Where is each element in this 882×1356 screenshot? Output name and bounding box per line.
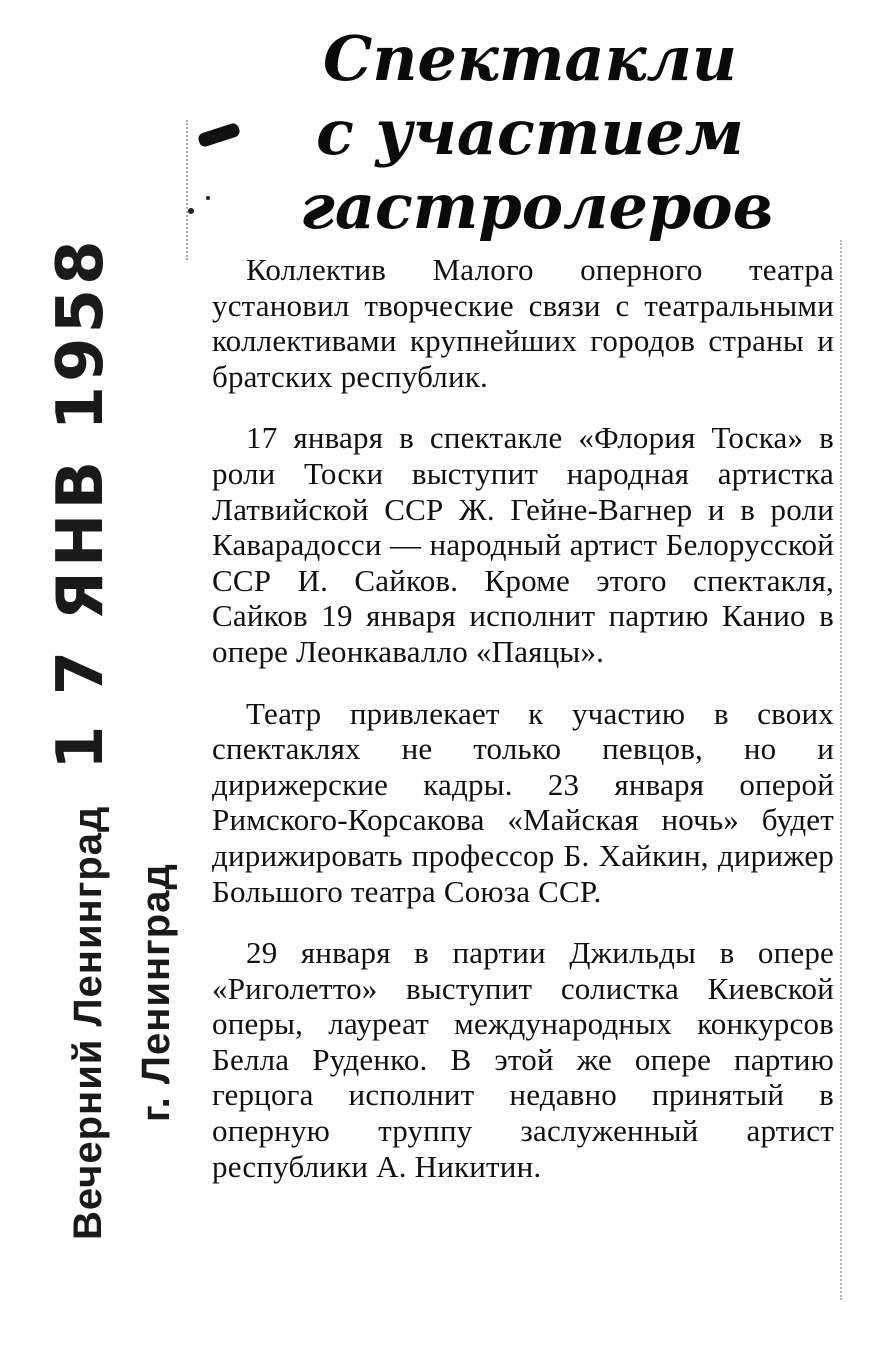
- ink-speck: [206, 196, 210, 200]
- clipping-right-edge: [840, 240, 842, 1300]
- article-body: [212, 252, 834, 1184]
- ink-mark: [197, 122, 241, 148]
- clipping-left-edge: [186, 120, 188, 260]
- article-paragraph-1: Коллектив Малого оперного театра установил творческие связи с театральными коллективами крупнейших городов страны и братских республик.: [212, 252, 834, 394]
- stamp-city: г. Ленинград: [134, 863, 178, 1122]
- article-headline: [300, 22, 774, 244]
- article-paragraph-2: 17 января в спектакле «Флория Тоска» в роли Тоски выступит народная артистка Латвийской ССР Ж. Гейне-Вагнер и в роли Каварадосси — народный артист Белорусской ССР И. Сайков. Кроме этого спектакля, Сайков 19 января исполнит партию Канио в опере Леонкавалло «Паяцы».: [212, 420, 834, 669]
- stamp-date: 1 7 ЯНВ 1958: [44, 236, 118, 770]
- ink-speck: [188, 208, 194, 214]
- headline-line-1: Спектакли: [322, 22, 738, 95]
- stamp-publication: Вечерний Ленинград: [66, 805, 110, 1240]
- headline-line-3: гастролеров: [300, 170, 774, 243]
- headline-line-2: с участием: [316, 96, 744, 169]
- article-paragraph-4: 29 января в партии Джильды в опере «Риголетто» выступит солистка Киевской оперы, лауреат международных конкурсов Белла Руденко. В этой же опере партию герцога исполнит недавно принятый в оперную труппу заслуженный артист республики А. Никитин.: [212, 935, 834, 1184]
- article-paragraph-3: Театр привлекает к участию в своих спектаклях не только певцов, но и дирижерские кадры. 23 января оперой Римского-Корсакова «Майская ночь» будет дирижировать профессор Б. Хайкин, дирижер Большого театра Союза ССР.: [212, 695, 834, 909]
